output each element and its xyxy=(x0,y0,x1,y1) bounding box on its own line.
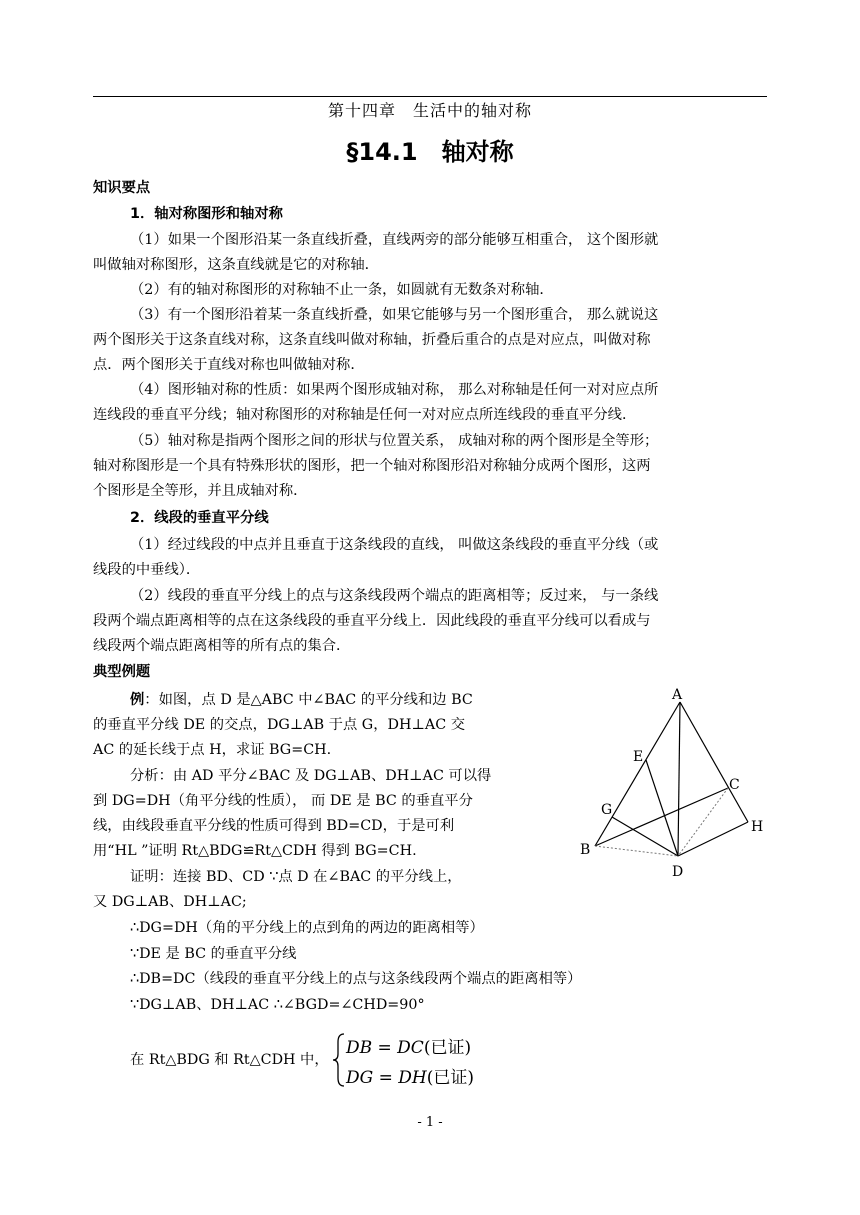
label-H: H xyxy=(751,819,764,835)
sub2-para2-line2: 段两个端点距离相等的点在这条线段的垂直平分线上．因此线段的垂直平分线可以看成与 xyxy=(93,613,651,629)
sub1-para4-line2: 连线段的垂直平分线；轴对称图形的对称轴是任何一对对应点所连线段的垂直平分线． xyxy=(93,407,637,423)
subsection-1-heading: 1．轴对称图形和轴对称 xyxy=(130,206,283,222)
geometry-figure xyxy=(570,680,770,890)
label-C: C xyxy=(729,777,740,793)
analysis-line2: 到 DG=DH（角平分线的性质）， 而 DE 是 BC 的垂直平分 xyxy=(93,793,473,809)
sub1-para5-line3: 个图形是全等形，并且成轴对称． xyxy=(93,483,308,499)
chapter-title: 第十四章 生活中的轴对称 xyxy=(327,101,532,120)
sub1-para1-line1: （1）如果一个图形沿某一条直线折叠，直线两旁的部分能够互相重合， 这个图形就 xyxy=(130,232,659,248)
subsection-2-heading: 2．线段的垂直平分线 xyxy=(130,510,269,526)
sub1-para3-line2: 两个图形关于这条直线对称，这条直线叫做对称轴，折叠后重合的点是对应点，叫做对称 xyxy=(93,332,651,348)
sub2-para1-line2: 线段的中垂线）． xyxy=(93,562,201,578)
proof-line1: 证明：连接 BD、CD ∵点 D 在∠BAC 的平分线上， xyxy=(130,869,462,885)
label-B: B xyxy=(580,842,591,858)
section-title: §14.1 轴对称 xyxy=(346,138,514,166)
analysis-line3: 线，由线段垂直平分线的性质可得到 BD=CD，于是可利 xyxy=(93,818,455,834)
equation-2-lhs: DG = DH xyxy=(346,1068,427,1088)
sub2-para2-line1: （2）线段的垂直平分线上的点与这条线段两个端点的距离相等；反过来， 与一条线 xyxy=(130,588,659,604)
sub1-para3-line1: （3）有一个图形沿着某一条直线折叠，如果它能够与另一个图形重合， 那么就说这 xyxy=(130,307,659,323)
equation-1-note: (已证) xyxy=(423,1038,472,1058)
analysis-line1: 分析：由 AD 平分∠BAC 及 DG⊥AB、DH⊥AC 可以得 xyxy=(130,768,492,784)
segment-HD xyxy=(678,822,748,856)
proof-line6: ∵DG⊥AB、DH⊥AC ∴∠BGD=∠CHD=90° xyxy=(130,997,425,1013)
analysis-line4: 用“HL ”证明 Rt△BDG≌Rt△CDH 得到 BG=CH. xyxy=(93,843,417,859)
example-label: 例 xyxy=(130,692,145,708)
proof-line4: ∵DE 是 BC 的垂直平分线 xyxy=(130,946,297,962)
page-number: - 1 - xyxy=(417,1115,443,1130)
example-text-1: ：如图，点 D 是△ABC 中∠BAC 的平分线和边 BC xyxy=(144,692,473,708)
equation-1 xyxy=(346,1033,471,1058)
label-D: D xyxy=(672,864,684,880)
equation-2-note: (已证) xyxy=(426,1068,474,1088)
segment-GD xyxy=(612,817,678,856)
segment-CD-dotted xyxy=(678,788,728,856)
example-line2: 的垂直平分线 DE 的交点，DG⊥AB 于点 G，DH⊥AC 交 xyxy=(93,717,465,733)
example-line3: AC 的延长线于点 H，求证 BG=CH. xyxy=(93,742,332,758)
equation-2 xyxy=(346,1063,474,1088)
label-E: E xyxy=(633,749,644,765)
proof-line2: 又 DG⊥AB、DH⊥AC; xyxy=(93,894,247,910)
proof-line5: ∴DB=DC（线段的垂直平分线上的点与这条线段两个端点的距离相等） xyxy=(130,971,582,987)
label-G: G xyxy=(601,802,613,818)
label-A: A xyxy=(672,687,683,703)
sub1-para4-line1: （4）图形轴对称的性质：如果两个图形成轴对称， 那么对称轴是任何一对对应点所 xyxy=(130,382,659,398)
segment-BC xyxy=(595,788,728,846)
sub1-para3-line3: 点．两个图形关于直线对称也叫做轴对称． xyxy=(93,357,365,373)
sub1-para2-line1: （2）有的轴对称图形的对称轴不止一条，如圆就有无数条对称轴． xyxy=(130,282,554,298)
proof-line3: ∴DG=DH（角的平分线上的点到角的两边的距离相等） xyxy=(130,920,484,936)
sub2-para2-line3: 线段两个端点距离相等的所有点的集合． xyxy=(93,638,351,654)
sub1-para5-line2: 轴对称图形是一个具有特殊形状的图形，把一个轴对称图形沿对称轴分成两个图形，这两 xyxy=(93,458,651,474)
proof-line7: 在 Rt△BDG 和 Rt△CDH 中， xyxy=(130,1052,329,1068)
equation-1-lhs: DB = DC xyxy=(346,1038,424,1058)
knowledge-heading: 知识要点 xyxy=(93,180,151,196)
sub1-para1-line2: 叫做轴对称图形，这条直线就是它的对称轴． xyxy=(93,257,379,273)
example-line1 xyxy=(130,690,473,710)
segment-AD xyxy=(678,702,680,856)
sub1-para5-line1: （5）轴对称是指两个图形之间的形状与位置关系， 成轴对称的两个图形是全等形； xyxy=(130,433,659,449)
header-rule xyxy=(93,96,767,97)
sub2-para1-line1: （1）经过线段的中点并且垂直于这条线段的直线， 叫做这条线段的垂直平分线（或 xyxy=(130,537,659,553)
segment-BD-dotted xyxy=(595,846,678,856)
segment-ED xyxy=(646,760,678,856)
example-heading: 典型例题 xyxy=(93,664,151,680)
